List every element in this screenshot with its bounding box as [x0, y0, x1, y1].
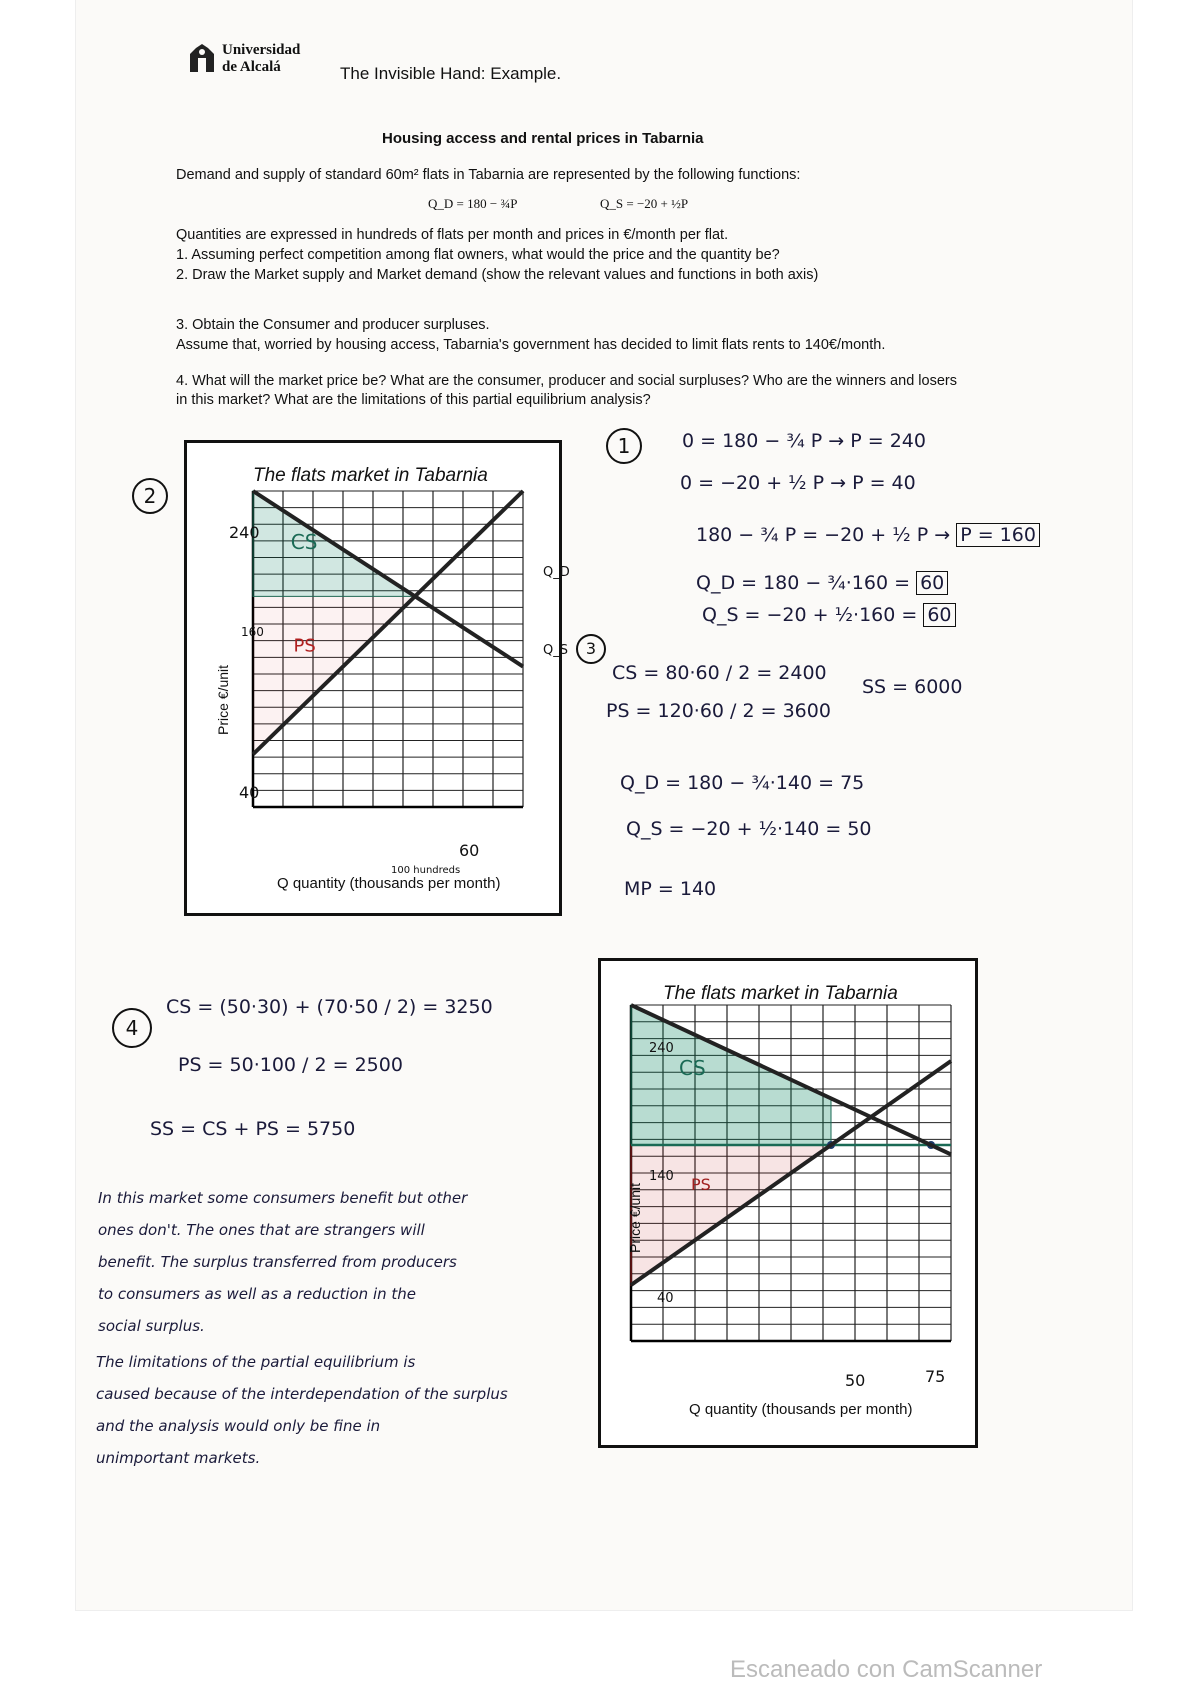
question-2: 2. Draw the Market supply and Market demand (show the relevant values and functions in both axis)	[176, 267, 819, 283]
answer-4-marker: 4	[112, 1008, 152, 1048]
answer-1-line4-text: Q_D = 180 − ¾·160 =	[696, 572, 911, 594]
chart-2-box	[598, 958, 978, 1448]
chart-2-ytick-40: 40	[657, 1291, 674, 1306]
chart-1-plot	[187, 443, 559, 913]
chart-2-ytick-240: 240	[649, 1041, 674, 1056]
chart-2-ytick-140: 140	[649, 1169, 674, 1184]
question-4: 4. What will the market price be? What are the consumer, producer and social surpluses? Who are the winners and losers in this market? What are the limitations of this partial equilibrium analysis?	[176, 373, 957, 408]
university-logo	[186, 40, 306, 80]
para2-line: unimportant markets.	[96, 1449, 261, 1467]
answer-3-marker: 3	[576, 634, 606, 664]
para1-line: social surplus.	[98, 1317, 205, 1335]
answer-4-paragraph-1	[98, 1182, 467, 1342]
chart-1-ytick-160: 160	[241, 625, 264, 639]
chart-1-xlabel-note: 100 hundreds	[391, 865, 461, 876]
chart-1-title: The flats market in Tabarnia	[253, 465, 488, 486]
assumption: Assume that, worried by housing access, Tabarnia's government has decided to limit flats rents to 140€/month.	[176, 337, 886, 353]
chart-1-label-qd: Q_D	[543, 565, 570, 580]
para1-line: In this market some consumers benefit but other	[98, 1189, 468, 1207]
chart-2-ylabel: Price €/unit	[627, 1182, 643, 1253]
chart-2-title: The flats market in Tabarnia	[663, 983, 898, 1004]
answer-3-ps: PS = 120·60 / 2 = 3600	[606, 700, 831, 722]
answer-1-line2: 0 = −20 + ½ P → P = 40	[680, 472, 916, 494]
answer-1-line4	[696, 572, 948, 594]
answer-1-line3-text: 180 − ¾ P = −20 + ½ P →	[696, 524, 951, 546]
chart-2-xtick-75: 75	[925, 1367, 946, 1386]
demand-function: Q_D = 180 − ¾P	[428, 196, 518, 211]
chart-2-xlabel: Q quantity (thousands per month)	[689, 1401, 913, 1418]
answer-4-cs: CS = (50·30) + (70·50 / 2) = 3250	[166, 996, 493, 1018]
chart-1-box	[184, 440, 570, 916]
ps-label: PS	[293, 635, 316, 657]
para2-line: caused because of the interdependation of the surplus	[96, 1385, 508, 1403]
document-title: The Invisible Hand: Example.	[340, 64, 562, 83]
cs-label: CS	[290, 529, 318, 554]
para2-line: The limitations of the partial equilibrium is	[96, 1353, 416, 1371]
ps-label: PS	[691, 1174, 711, 1194]
answer-4-paragraph-2	[96, 1346, 508, 1474]
para1-line: ones don't. The ones that are strangers will	[98, 1221, 425, 1239]
answer-3-ss: SS = 6000	[862, 676, 963, 698]
answer-1-line1: 0 = 180 − ¾ P → P = 240	[682, 430, 926, 452]
chart-2-plot	[601, 961, 975, 1445]
chart-1-xtick-60: 60	[459, 841, 480, 860]
answer-3-mp: MP = 140	[624, 878, 717, 900]
chart-1-ylabel: Price €/unit	[215, 664, 231, 735]
answer-1-qd-box: 60	[916, 571, 948, 595]
answer-1-line3	[696, 524, 1040, 546]
cs-label: CS	[679, 1056, 706, 1080]
supply-function: Q_S = −20 + ½P	[600, 196, 689, 211]
answer-4-ss: SS = CS + PS = 5750	[150, 1118, 356, 1140]
problem-heading: Housing access and rental prices in Tabarnia	[382, 130, 704, 147]
consumer-surplus-area	[631, 1005, 831, 1145]
chart-1-label-qs: Q_S	[543, 643, 568, 658]
university-crest-icon	[186, 42, 218, 76]
logo-line1: Universidad	[222, 42, 301, 58]
answer-3-qd: Q_D = 180 − ¾·140 = 75	[620, 772, 865, 794]
answer-1-qs-box: 60	[923, 603, 955, 627]
answer-2-marker: 2	[132, 478, 168, 514]
chart-1-ytick-240: 240	[229, 523, 260, 542]
units-note: Quantities are expressed in hundreds of flats per month and prices in €/month per flat.	[176, 227, 729, 243]
answer-1-marker: 1	[606, 428, 642, 464]
para1-line: to consumers as well as a reduction in the	[98, 1285, 417, 1303]
camscanner-watermark: Escaneado con CamScanner	[730, 1656, 1043, 1683]
answer-4-ps: PS = 50·100 / 2 = 2500	[178, 1054, 403, 1076]
chart-1-ytick-40: 40	[239, 783, 260, 802]
answer-1-line5	[702, 604, 956, 626]
answer-1-line5-text: Q_S = −20 + ½·160 =	[702, 604, 918, 626]
chart-1-xlabel: Q quantity (thousands per month)	[277, 875, 501, 892]
chart-2-xtick-50: 50	[845, 1371, 866, 1390]
answer-1-price-box: P = 160	[956, 523, 1040, 547]
para1-line: benefit. The surplus transferred from producers	[98, 1253, 457, 1271]
problem-intro: Demand and supply of standard 60m² flats in Tabarnia are represented by the following functions:	[176, 167, 801, 183]
answer-3-cs: CS = 80·60 / 2 = 2400	[612, 662, 827, 684]
para2-line: and the analysis would only be fine in	[96, 1417, 381, 1435]
logo-line2: de Alcalá	[222, 59, 281, 75]
answer-3-qs: Q_S = −20 + ½·140 = 50	[626, 818, 872, 840]
question-1: 1. Assuming perfect competition among flat owners, what would the price and the quantity be?	[176, 247, 780, 263]
logo-text	[222, 42, 300, 76]
question-3: 3. Obtain the Consumer and producer surpluses.	[176, 317, 490, 333]
